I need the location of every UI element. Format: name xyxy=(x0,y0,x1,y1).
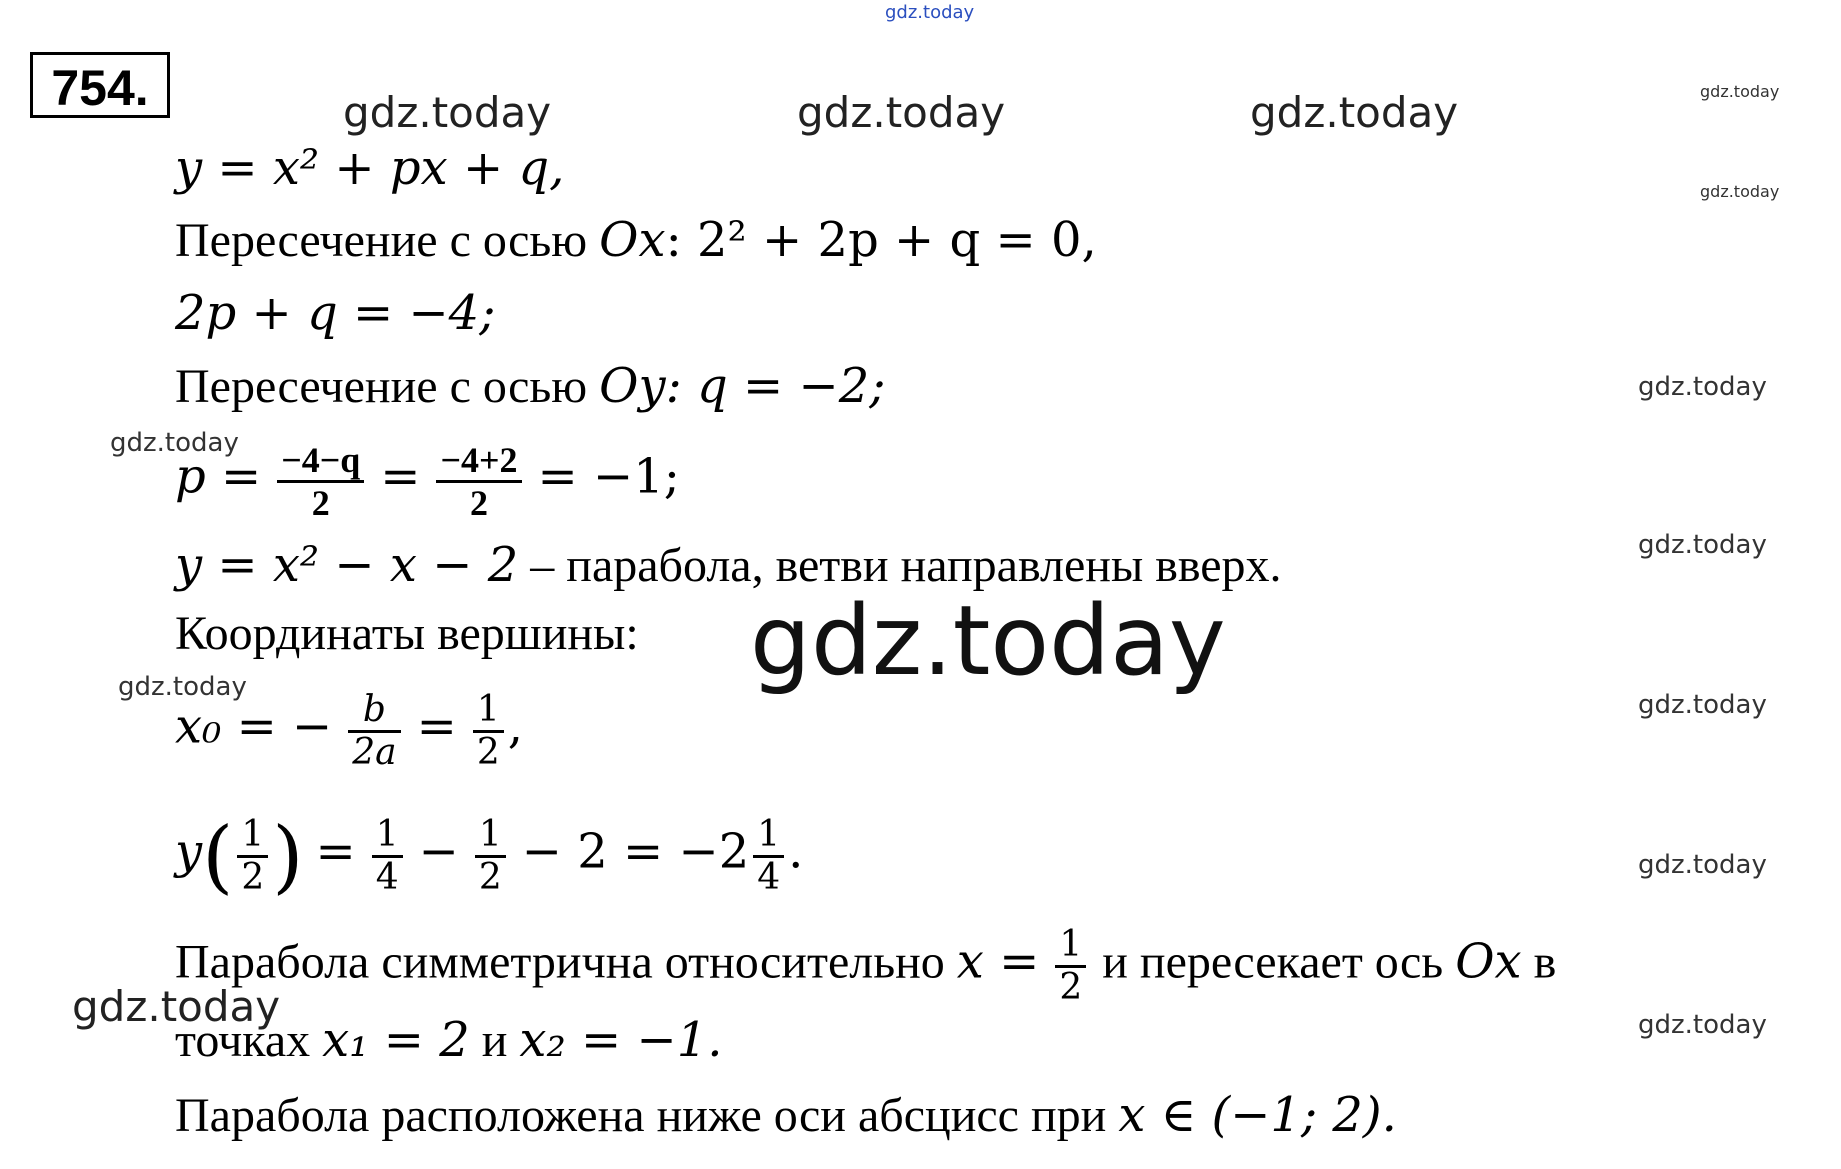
fraction-1-2 xyxy=(1055,925,1086,1008)
line-intersection-oy xyxy=(175,356,885,417)
rhs: = −1; xyxy=(537,448,680,505)
watermark-7: gdz.today xyxy=(110,428,239,458)
equation: y = x² − x − 2 xyxy=(175,537,519,593)
text-2: и xyxy=(469,1014,520,1067)
fraction-b-2a xyxy=(348,690,400,773)
fraction-1-4 xyxy=(372,815,403,898)
numerator: 1 xyxy=(473,690,504,733)
line-intersection-ox xyxy=(175,210,1097,271)
axis-ox: Ox xyxy=(599,212,666,268)
math-x-eq: x = xyxy=(956,933,1040,990)
eq: = xyxy=(315,823,356,880)
text-1: точках xyxy=(175,1014,323,1067)
text: Пересечение с осью xyxy=(175,360,600,413)
numerator: 1 xyxy=(372,815,403,858)
numerator: b xyxy=(348,690,400,733)
fraction-1 xyxy=(277,440,364,523)
watermark-6: gdz.today xyxy=(1638,372,1767,402)
denominator: 2 xyxy=(470,483,488,523)
numerator: −4+2 xyxy=(436,440,521,483)
paren-open: ( xyxy=(202,809,234,903)
equation: : 2² + 2p + q = 0, xyxy=(665,212,1097,268)
fraction-mixed xyxy=(753,815,784,898)
watermark-top: gdz.today xyxy=(885,2,975,23)
watermark-11: gdz.today xyxy=(1638,850,1767,880)
fraction-1-2 xyxy=(475,815,506,898)
equation-2p-q: 2p + q = −4; xyxy=(175,285,496,341)
root-1: x₁ = 2 xyxy=(322,1012,470,1068)
denominator: 2 xyxy=(311,483,330,523)
text-3: в xyxy=(1521,935,1557,989)
axis-oy: Oy xyxy=(599,358,666,414)
watermark-1: gdz.today xyxy=(343,88,552,137)
text-1: Парабола симметрична относительно xyxy=(175,935,957,989)
watermark-10: gdz.today xyxy=(1638,690,1767,720)
numerator: 1 xyxy=(753,815,784,858)
comma: , xyxy=(507,698,524,755)
root-2: x₂ = −1. xyxy=(519,1012,723,1068)
denominator: 4 xyxy=(375,857,399,898)
watermark-2: gdz.today xyxy=(797,88,1006,137)
numerator: 1 xyxy=(475,815,506,858)
numerator: 1 xyxy=(1055,925,1086,968)
denominator: 2 xyxy=(478,857,502,898)
numerator: −4−q xyxy=(277,440,364,483)
watermark-8: gdz.today xyxy=(1638,530,1767,560)
fraction-1-2 xyxy=(473,690,504,773)
equation-parabola-general: y = x² + px + q, xyxy=(175,140,565,196)
y: y xyxy=(175,823,203,880)
watermark-13: gdz.today xyxy=(1638,1010,1767,1040)
line-symmetry xyxy=(175,925,1556,1008)
denominator: 2 xyxy=(241,857,265,898)
axis-ox: Ox xyxy=(1455,933,1522,990)
equation-x0 xyxy=(175,690,523,773)
equation-y-half xyxy=(175,809,804,903)
numerator: 1 xyxy=(237,815,268,858)
watermark-3: gdz.today xyxy=(1250,88,1459,137)
fraction-arg xyxy=(237,815,268,898)
problem-number: 754. xyxy=(30,52,170,118)
equation: : q = −2; xyxy=(665,358,886,414)
watermark-large: gdz.today xyxy=(750,585,1226,697)
watermark-4: gdz.today xyxy=(1700,82,1780,101)
text: Пересечение с осью xyxy=(175,214,600,267)
watermark-9: gdz.today xyxy=(118,672,247,702)
equation-p xyxy=(175,440,680,523)
paren-close: ) xyxy=(272,809,304,903)
denominator: 2 xyxy=(476,732,500,773)
lhs: p = xyxy=(175,448,262,505)
text: – парабола, ветви направлены вверх. xyxy=(518,539,1282,592)
line-vertex-coords: Координаты вершины: xyxy=(175,607,639,660)
lhs: x₀ = − xyxy=(175,698,333,755)
fraction-2 xyxy=(436,440,521,523)
eq: = xyxy=(380,448,421,505)
text: Парабола расположена ниже оси абсцисс при xyxy=(175,1089,1119,1142)
minus: − xyxy=(418,823,459,880)
watermark-5: gdz.today xyxy=(1700,182,1780,201)
line-roots xyxy=(175,1010,722,1071)
line-below-axis xyxy=(175,1085,1397,1146)
rest: − 2 = −2 xyxy=(521,823,750,880)
eq: = xyxy=(416,698,457,755)
denominator: 2a xyxy=(352,732,397,773)
denominator: 2 xyxy=(1059,967,1083,1008)
period: . xyxy=(788,823,804,880)
text-2: и пересекает ось xyxy=(1090,935,1456,989)
watermark-12: gdz.today xyxy=(72,982,281,1031)
interval: x ∈ (−1; 2). xyxy=(1118,1087,1397,1143)
denominator: 4 xyxy=(757,857,781,898)
